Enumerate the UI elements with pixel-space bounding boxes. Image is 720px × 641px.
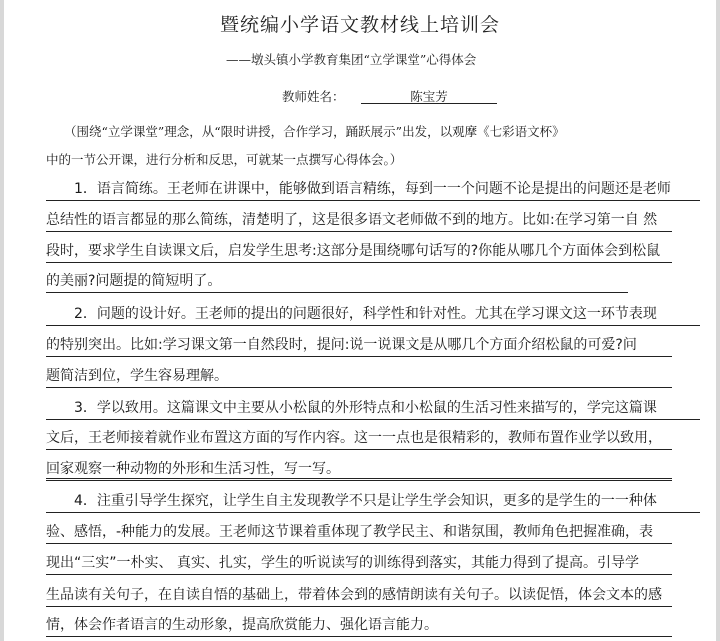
page-border-left xyxy=(0,0,4,641)
document-title: 暨统编小学语文教材线上培训会 xyxy=(219,14,500,36)
body-line: 验、感悟，-种能力的发展。王老师这节课着重体现了教学民主、和谐氛围，教师角色把握准确，表 xyxy=(46,521,672,544)
body-line: 现出“三实”一朴实、 真实、扎实，学生的听说读写的训练得到落实，其能力得到了提高。引导学 xyxy=(46,552,672,575)
body-line: 3．学以致用。这篇课文中主要从小松鼠的外形特点和小松鼠的生活习性来描写的，学完这篇课 xyxy=(46,397,700,420)
instruction-line-1: （围绕“立学课堂”理念，从“限时讲授，合作学习，踊跃展示”出发，以观摩《七彩语文杯》 xyxy=(64,124,565,139)
body-line: 段时，要求学生自读课文后，启发学生思考:这部分是围绕哪句话写的?你能从哪几个方面体会到松鼠 xyxy=(46,240,672,263)
instruction-line-2: 中的一节公开课，进行分析和反思，可就某一点撰写心得体会。） xyxy=(46,152,403,167)
body-line: 总结性的语言都显的那么简练，清楚明了，这是很多语文老师做不到的地方。比如:在学习第一自 然 xyxy=(46,209,672,232)
body-line: 4．注重引导学生探究，让学生自主发现教学不只是让学生学会知识，更多的是学生的一一种体 xyxy=(46,490,700,513)
body-line-blank xyxy=(46,470,672,479)
body-line: 文后，王老师接着就作业布置这方面的写作内容。这一一点也是很精彩的，教师布置作业学以致用， xyxy=(46,427,672,450)
body-line: 情，体会作者语言的生动形象，提高欣赏能力、强化语言能力。 xyxy=(46,614,672,637)
teacher-label: 教师姓名： xyxy=(282,89,345,104)
body-line: 回家观察一种动物的外形和生活习性，写一写。 xyxy=(46,458,672,481)
document-subtitle: ——墩头镇小学教育集团“立学课堂”心得体会 xyxy=(226,52,477,67)
body-line: 的美丽?问题提的简短明了。 xyxy=(46,270,628,293)
page-border-right xyxy=(716,0,720,641)
body-line: 的特别突出。比如:学习课文第一自然段时，提问:说一说课文是从哪几个方面介绍松鼠的可爱?问 xyxy=(46,334,672,357)
teacher-name-field: 陈宝芳 xyxy=(361,87,497,104)
body-line: 2．问题的设计好。王老师的提出的问题很好，科学性和针对性。尤其在学习课文这一环节表现 xyxy=(46,303,700,326)
body-line: 1．语言简练。王老师在讲课中，能够做到语言精练，每到一一个问题不论是提出的问题还是老师 xyxy=(46,178,700,201)
body-line: 题简洁到位，学生容易理解。 xyxy=(46,365,672,388)
body-line: 生品读有关句子，在自读自悟的基础上，带着体会到的感情朗读有关句子。以读促悟，体会文本的感 xyxy=(46,584,672,607)
